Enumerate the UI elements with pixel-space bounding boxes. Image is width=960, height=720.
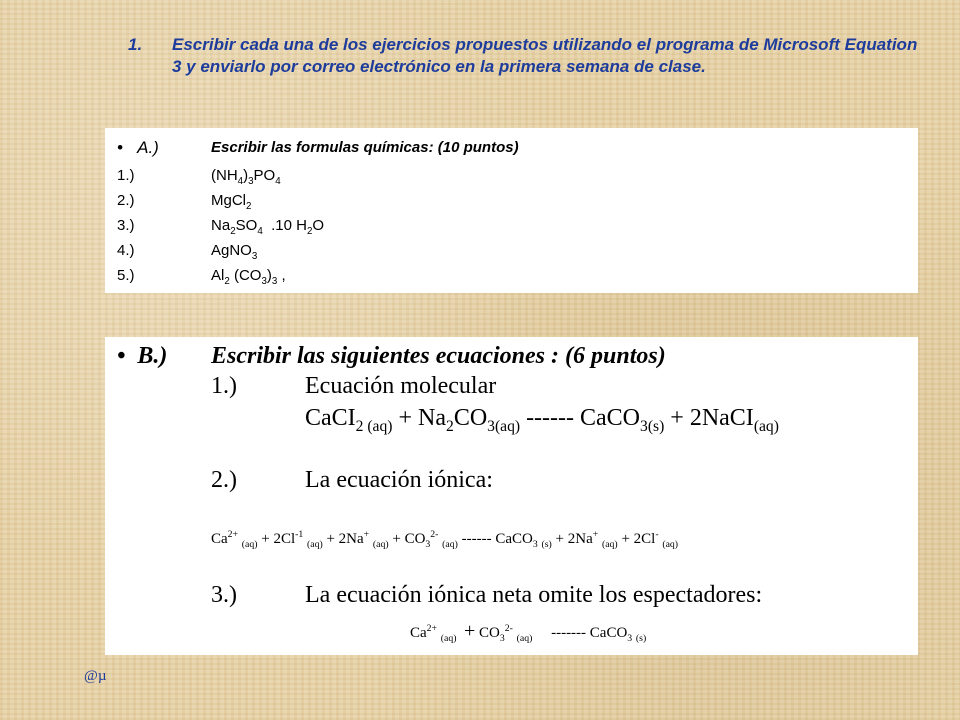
item-label: 3.): [117, 217, 135, 234]
eq1-label: 1.): [211, 373, 237, 399]
section-a-label-text: A.): [137, 138, 159, 157]
eq1-title: Ecuación molecular: [305, 373, 497, 399]
item-formula: $Al_2$ $(CO_3)_3$ ,: [211, 267, 286, 287]
section-a-bullet: •: [117, 138, 123, 157]
eq1-equation: CaCI$_{2 (aq)}$ + $Na_2CO_{3(aq)}$ ------ CaCO$_{3(s)}$ + 2NaCI$_{(aq)}$: [305, 405, 779, 435]
instructions: [128, 34, 918, 78]
section-b-label-text: B.): [137, 343, 168, 369]
item-formula: AgNO$_3$: [211, 242, 258, 262]
section-a-box: [105, 128, 918, 293]
item-label: 4.): [117, 242, 135, 259]
section-b-bullet: •: [117, 343, 126, 369]
item-label: 1.): [117, 167, 135, 184]
eq2-equation: $Ca^{2+}$ $_{(aq)} + 2Cl^{-1}$ $_{(aq)}$ + 2Na+ $_{(aq)} + CO_3^{2-}$ $_{(aq)}$ ------ CaCO$_3$ $_{(s)}$ + 2Na+ $_{(aq)}$ + 2Cl- $_{(aq)}$: [211, 529, 679, 550]
section-b-heading-row: [117, 343, 666, 370]
eq3-title: La ecuación iónica neta omite los espectadores:: [305, 582, 763, 608]
eq2-title: La ecuación iónica:: [305, 467, 493, 493]
eq3-equation: $Ca^{2+}$ $_{(aq)} + CO_3^{2-}$ $_{(aq)}$ ------- CaCO$_3$ $_{(s)}$: [410, 620, 647, 644]
section-a-label: [117, 138, 159, 158]
item-label: 2.): [117, 192, 135, 209]
instructions-text: Escribir cada una de los ejercicios propuestos utilizando el programa de Microsoft Equation 3 y enviarlo por correo electrónico en la primera semana de clase.: [172, 35, 918, 76]
eq3-label: 3.): [211, 582, 237, 608]
section-b-label: [117, 343, 211, 370]
section-a-heading: Escribir las formulas químicas: (10 puntos): [211, 139, 519, 156]
item-formula: $Na_2SO_4$ .10 $H_2O$: [211, 217, 325, 237]
section-b-box: [105, 337, 918, 655]
item-formula: MgCl$_2$: [211, 192, 252, 212]
section-b-heading: Escribir las siguientes ecuaciones : (6 puntos): [211, 343, 666, 369]
footer-mark: @µ: [84, 668, 107, 684]
item-formula: $(NH_4)_3PO_4$: [211, 167, 281, 187]
instructions-number: 1.: [128, 35, 143, 54]
item-label: 5.): [117, 267, 135, 284]
eq2-label: 2.): [211, 467, 237, 493]
